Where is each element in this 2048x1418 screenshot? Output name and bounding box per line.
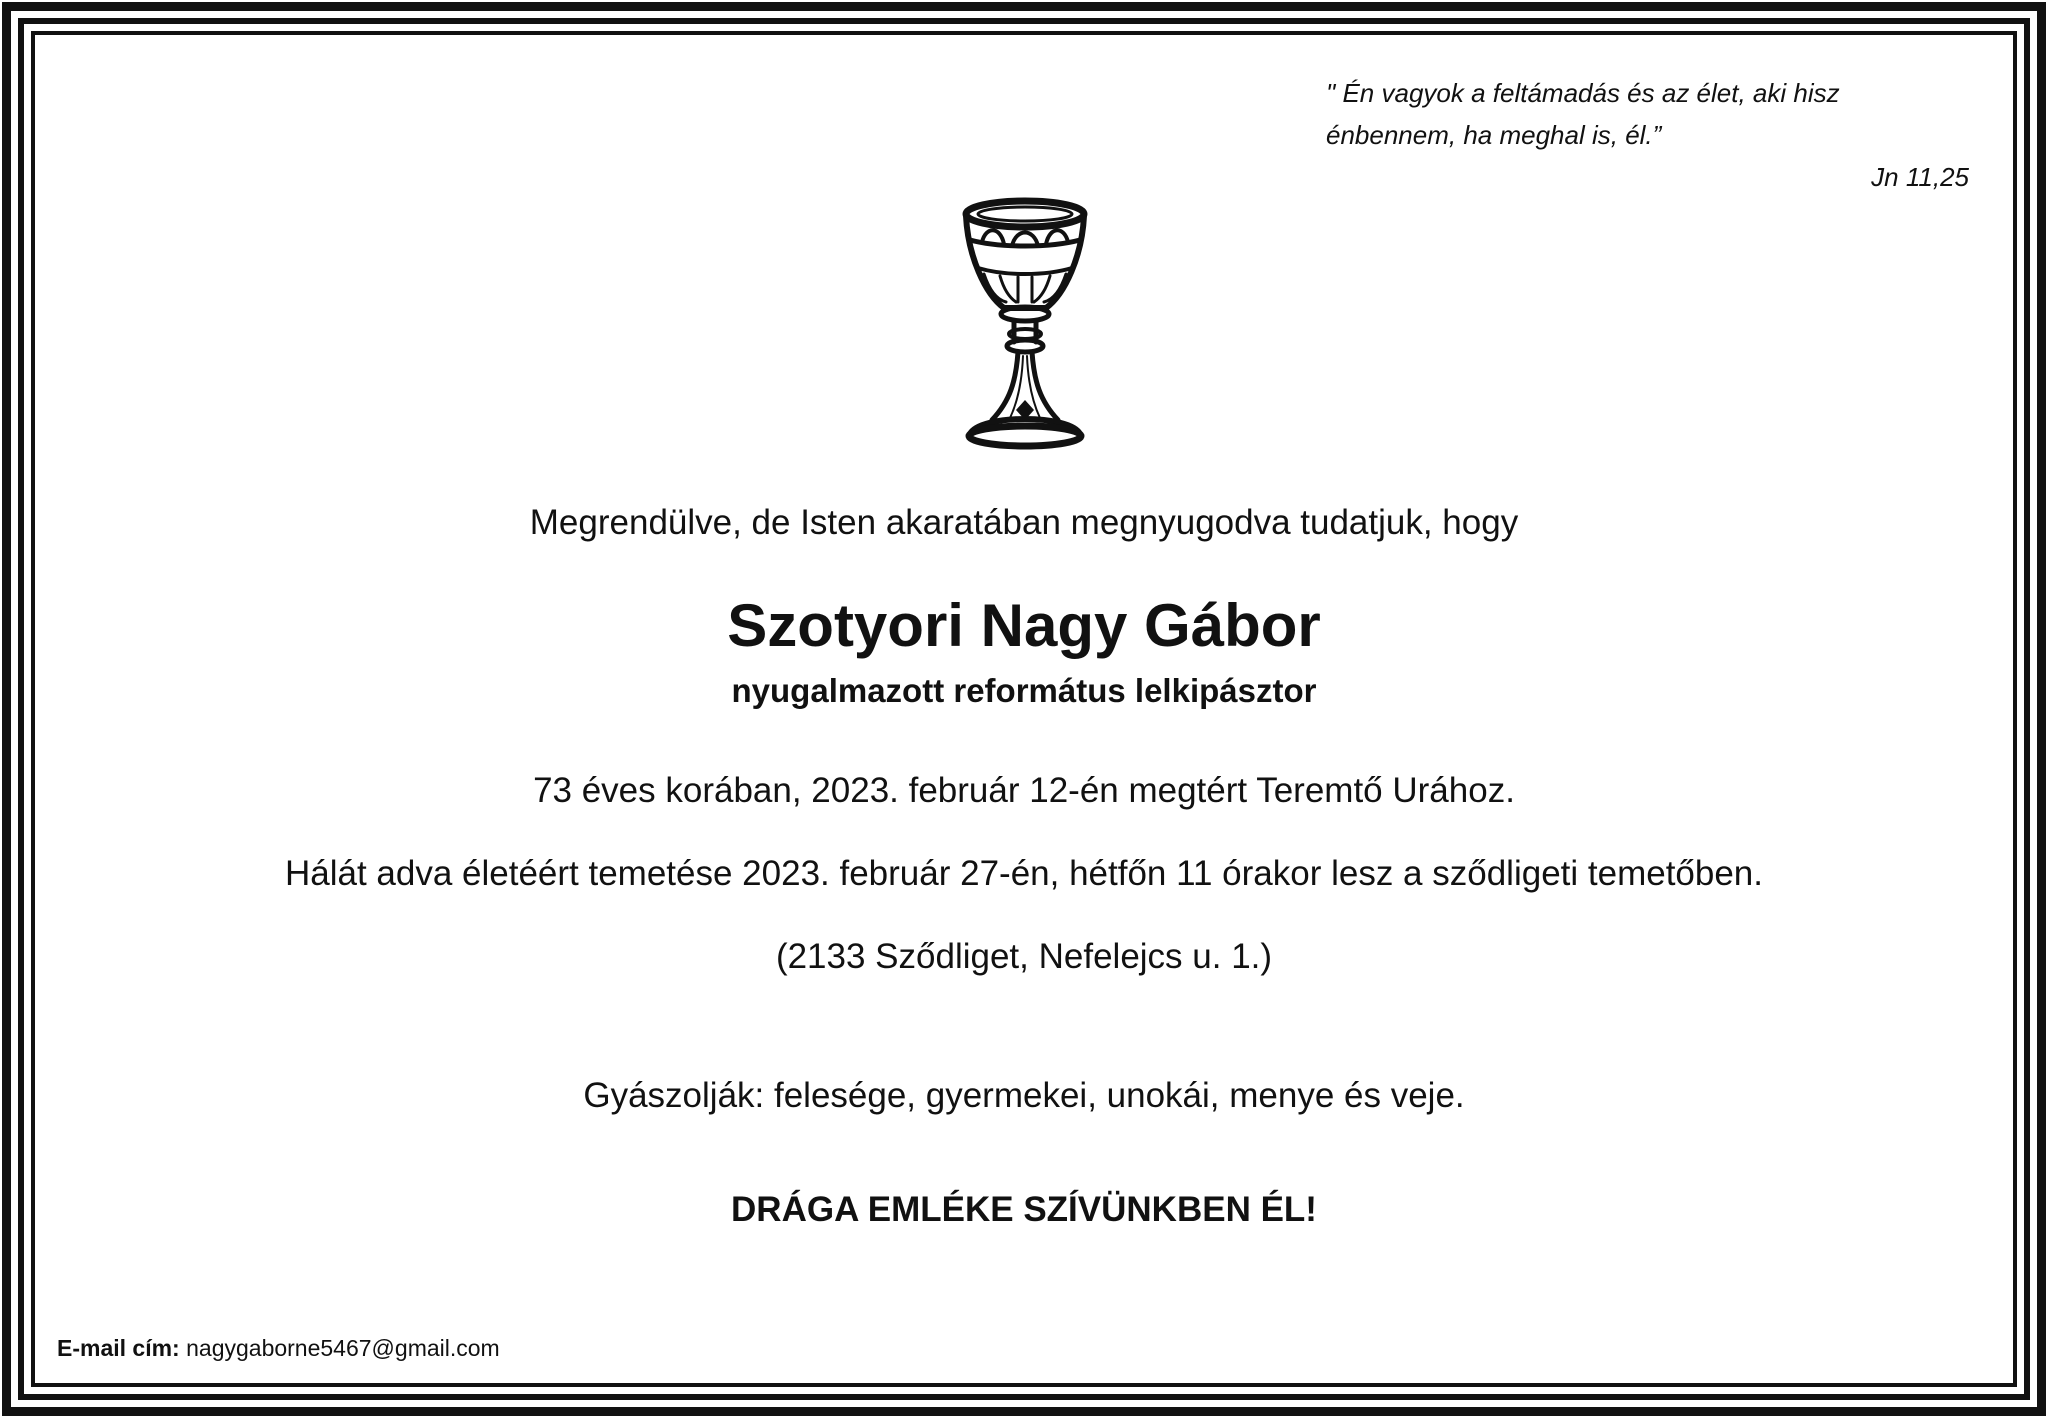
email-address[interactable]: nagygaborne5467@gmail.com [186,1335,500,1361]
contact-email [57,1332,500,1364]
funeral-notice: Hálát adva életéért temetése 2023. február 27-én, hétfőn 11 órakor lesz a sződligeti temetőben. [284,854,1764,893]
bible-quote [1326,72,1966,156]
bible-quote-line-1: " Én vagyok a feltámadás és az élet, aki hisz [1326,78,1840,108]
death-notice: 73 éves korában, 2023. február 12-én megtért Teremtő Urához. [533,771,1515,810]
deceased-name: Szotyori Nagy Gábor [727,592,1321,659]
email-label: E-mail cím: [57,1335,180,1361]
chalice-icon [960,196,1090,450]
intro-text: Megrendülve, de Isten akaratában megnyugodva tudatjuk, hogy [529,503,1519,542]
bible-reference: Jn 11,25 [1871,162,1969,192]
deceased-title: nyugalmazott református lelkipásztor [731,672,1317,709]
closing-line: DRÁGA EMLÉKE SZÍVÜNKBEN ÉL! [731,1190,1317,1229]
mourners-list: Gyászolják: felesége, gyermekei, unokái, menye és veje. [583,1076,1465,1115]
bible-quote-line-2: énbennem, ha meghal is, él.” [1326,120,1662,150]
cemetery-address: (2133 Sződliget, Nefelejcs u. 1.) [775,937,1273,976]
